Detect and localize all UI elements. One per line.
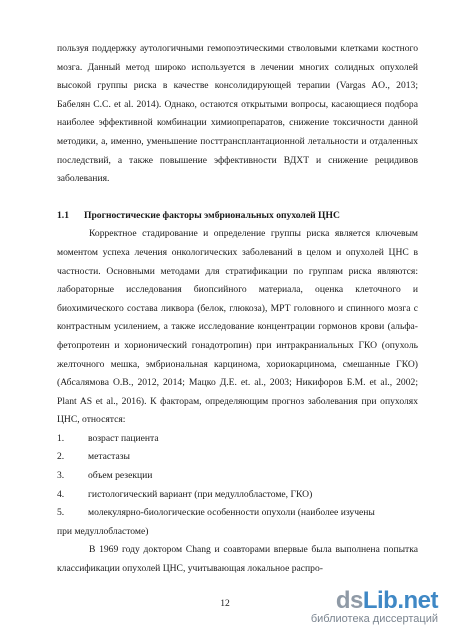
watermark-logo-part1: ds [335, 587, 363, 614]
watermark-logo-part2: Lib.net [362, 587, 438, 614]
watermark-logo-text [311, 589, 438, 613]
list-item-text: молекулярно-биологические особенности опухоли (наиболее изучены [88, 507, 375, 519]
body-paragraph: Корректное стадирование и определение группы риска является ключевым моментом успеха лечения онкологических заболеваний в целом и опухолей ЦНС в частности. Основными методами для стратификации по группам риска являются: лабораторные исследования биопсийного материала, оценка клеточного и биохимического состава ликвора (белок, глюкоза), МРТ головного и спинного мозга с контрастным усилением, а также исследование концентрации гормонов крови (альфа-фетопротеин и хорионический гонадотропин) при интракраниальных ГКО (опухоль желточного мешка, эмбриональная карцинома, хориокарцинома, смешанные ГКО) (Абсалямова О.В., 2012, 2014; Мацко Д.Е. et. al., 2003; Никифоров Б.М. et al., 2002; Plant AS et al., 2016). К факторам, определяющим прогноз заболевания при опухолях ЦНС, относятся: [57, 228, 418, 426]
section-heading [57, 207, 418, 226]
section-number: 1.1 [57, 209, 69, 221]
list-item-number: 4. [57, 488, 65, 500]
list-item-text: объем резекции [88, 470, 153, 482]
list-item [57, 504, 418, 523]
list-item-number: 3. [57, 470, 65, 482]
list-item [57, 448, 418, 467]
section-title: Прогностические факторы эмбриональных опухолей ЦНС [84, 209, 340, 221]
list-continuation: при медуллобластоме) [57, 525, 149, 537]
list-item [57, 486, 418, 505]
list-item [57, 467, 418, 486]
list-item [57, 430, 418, 449]
factor-list [57, 430, 418, 542]
page-number: 12 [220, 598, 230, 609]
watermark-subtitle: библиотека диссертаций [310, 613, 438, 625]
list-item-text: гистологический вариант (при медуллобластоме, ГКО) [88, 488, 313, 500]
last-paragraph: В 1969 году доктором Chang и соавторами впервые была выполнена попытка классификации опухолей ЦНС, учитывающая локальное распро- [57, 544, 418, 575]
section-spacer [57, 189, 418, 207]
list-item-text: возраст пациента [88, 432, 159, 444]
list-item-number: 5. [57, 507, 65, 519]
list-item-number: 2. [57, 451, 65, 463]
list-item-number: 1. [57, 432, 65, 444]
watermark-logo[interactable] [311, 589, 438, 626]
intro-paragraph: пользуя поддержку аутологичными гемопоэтическими стволовыми клетками костного мозга. Данный метод широко используется в лечении многих солидных опухолей высокой группы риска в качестве консолидирующей терапии (Vargas AO., 2013; Бабелян С.С. et al. 2014). Однако, остаются открытыми вопросы, касающиеся подбора наиболее эффективной комбинации химиопрепаратов, снижение токсичности данной методики, а, именно, уменьшение посттрансплантационной летальности и отдаленных последствий, а также повышение эффективности ВДХТ и снижение рецидивов заболевания. [57, 43, 418, 185]
list-item-text: метастазы [88, 451, 130, 463]
document-page [57, 40, 418, 579]
